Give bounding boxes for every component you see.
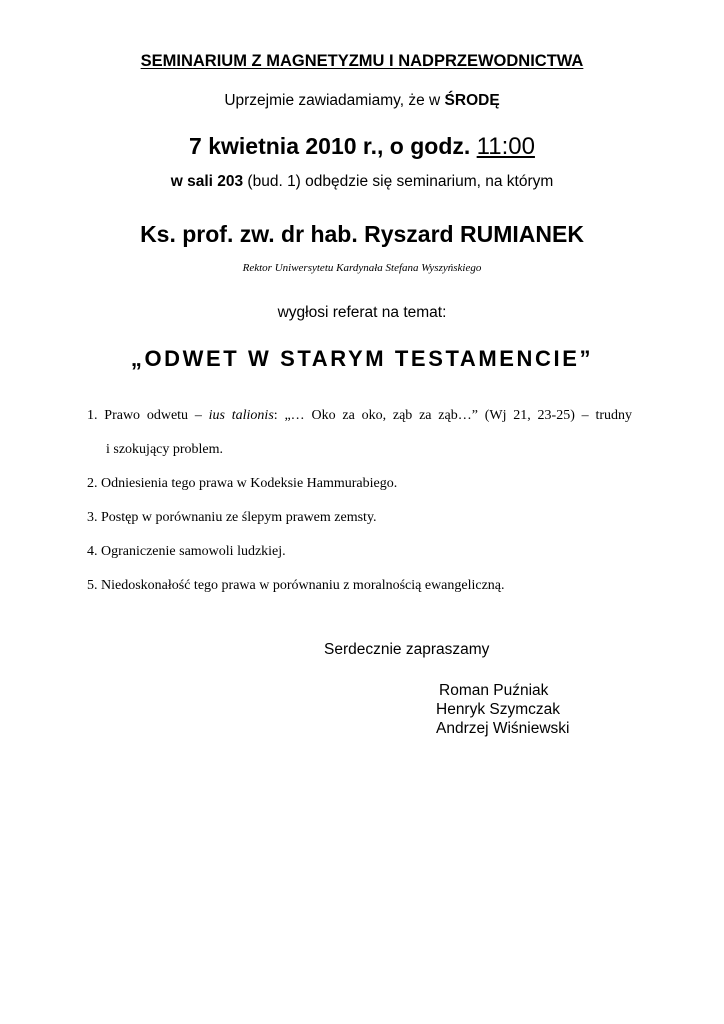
list-item-continuation: i szokujący problem. [106,442,224,457]
list-item [87,408,632,424]
list-item-number: 3. [87,510,98,525]
list-item [87,510,377,526]
speaker-affiliation: Rektor Uniwersytetu Kardynała Stefana Wyszyńskiego [242,262,482,274]
intro-day: ŚRODĘ [444,92,500,109]
signatory-name: Roman Puźniak [439,682,549,699]
list-item-text: Postęp w porównaniu ze ślepym prawem zemsty. [97,510,377,525]
list-item-number: 2. [87,476,98,491]
signatory-name: Henryk Szymczak [436,701,561,718]
room-text: w sali 203 [170,173,244,190]
list-item-pre: Prawo odwetu – [97,408,209,423]
location-rest: (bud. 1) odbędzie się seminarium, na którym [243,173,554,190]
list-item-text: Niedoskonałość tego prawa w porównaniu z moralnością ewangeliczną. [97,578,505,593]
list-item [87,544,286,560]
list-item-post: : „… Oko za oko, ząb za ząb…” (Wj 21, 23-25) – trudny [273,408,632,423]
intro-line [0,92,724,110]
date-line [0,133,724,161]
lecture-intro: wygłosi referat na temat: [277,304,447,321]
date-text: 7 kwietnia 2010 r., o godz. [189,133,477,159]
speaker-name: Ks. prof. zw. dr hab. Ryszard RUMIANEK [140,221,584,247]
list-item-text: Odniesienia tego prawa w Kodeksie Hammurabiego. [97,476,398,491]
signatory-name: Andrzej Wiśniewski [436,720,570,737]
time-text: 11:00 [476,133,535,160]
list-item-number: 1. [87,408,98,423]
list-item-text: Ograniczenie samowoli ludzkiej. [97,544,286,559]
list-item-italic: ius talionis [208,408,274,423]
list-item-number: 4. [87,544,98,559]
location-line [0,173,724,191]
seminar-title: SEMINARIUM Z MAGNETYZMU I NADPRZEWODNICTWA [140,52,584,70]
intro-text: Uprzejmie zawiadamiamy, że w [224,92,445,109]
invitation-text: Serdecznie zapraszamy [324,641,490,658]
list-item [87,476,397,492]
lecture-topic: „ODWET W STARYM TESTAMENCIE” [130,346,594,371]
list-item-number: 5. [87,578,98,593]
list-item [87,578,505,594]
